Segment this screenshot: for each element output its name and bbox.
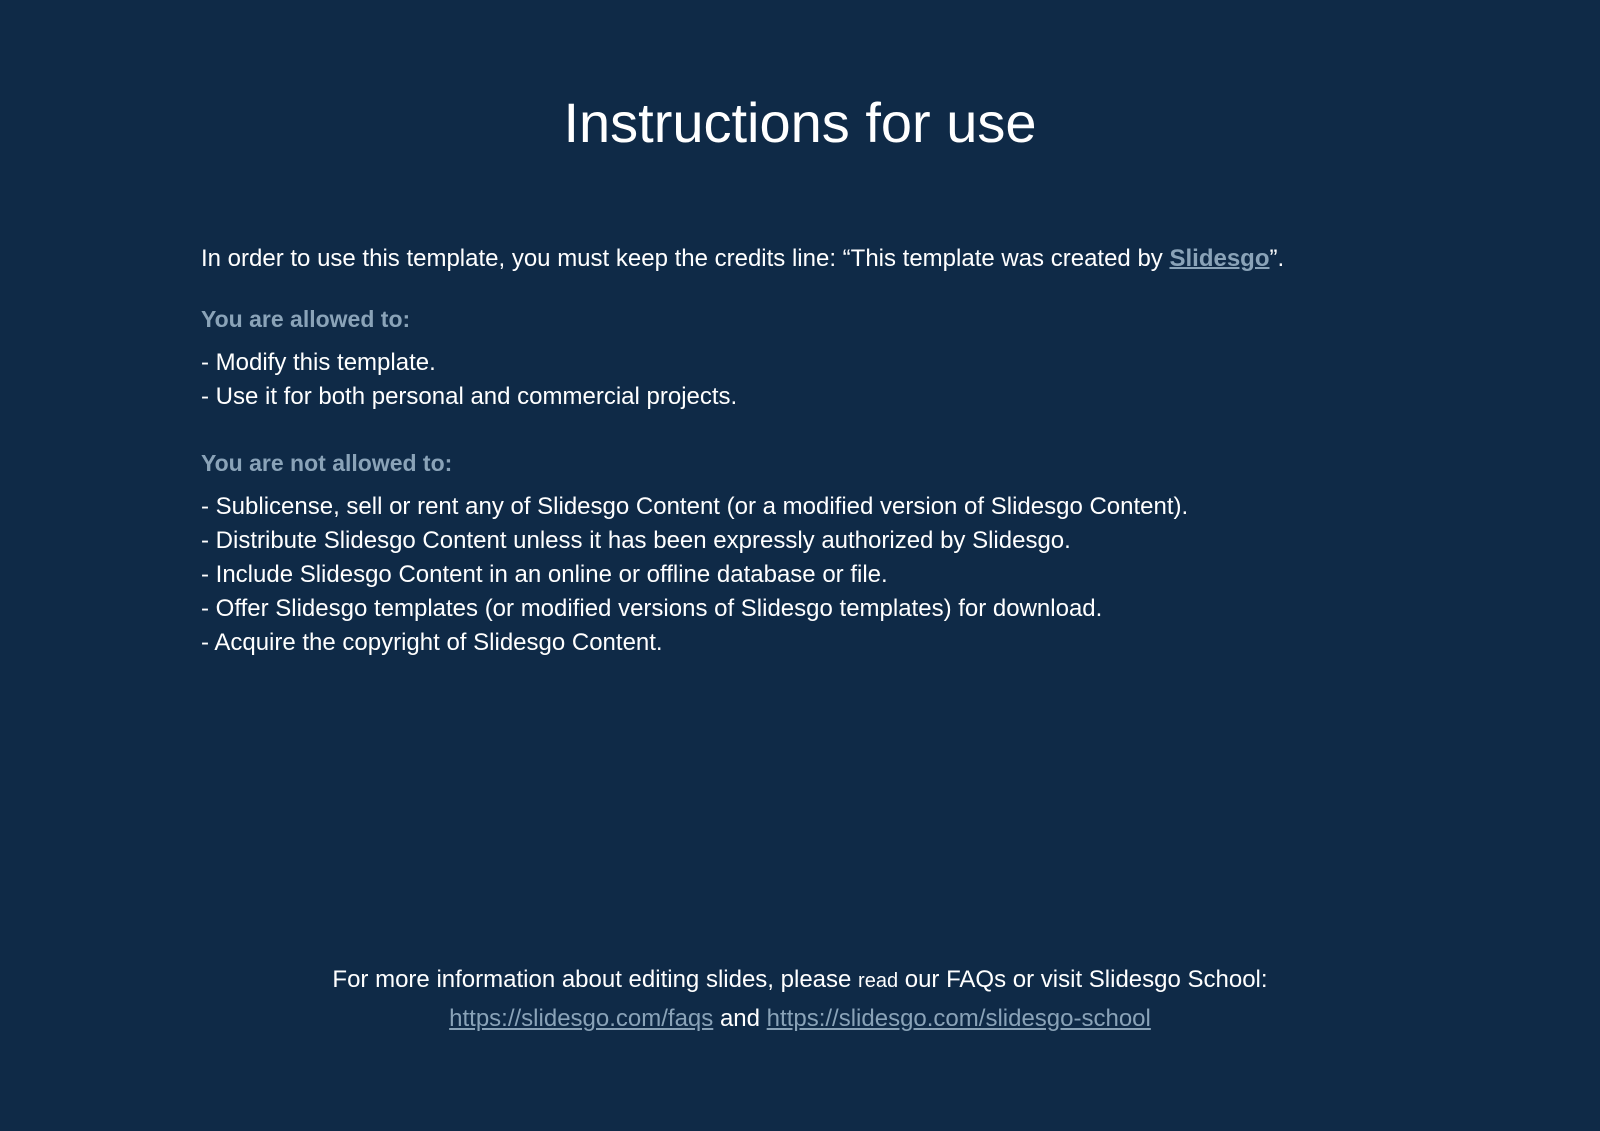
allowed-list — [201, 346, 1461, 414]
footer-text — [0, 961, 1600, 1000]
credits-text-after: ”. — [1269, 245, 1285, 272]
not-allowed-item: - Include Slidesgo Content in an online or offline database or file. — [201, 561, 888, 588]
footer-links — [0, 1000, 1600, 1038]
credits-line — [201, 244, 1461, 274]
not-allowed-item: - Distribute Slidesgo Content unless it has been expressly authorized by Slidesgo. — [201, 527, 1071, 554]
credits-text-before: In order to use this template, you must keep the credits line: “This template was created by — [201, 245, 1170, 272]
allowed-item: - Modify this template. — [201, 349, 436, 376]
not-allowed-item: - Sublicense, sell or rent any of Slidesgo Content (or a modified version of Slidesgo Content). — [201, 493, 1189, 520]
faqs-link[interactable]: https://slidesgo.com/faqs — [449, 1005, 714, 1032]
footer-text-small: read — [858, 970, 899, 992]
slidesgo-school-link[interactable]: https://slidesgo.com/slidesgo-school — [766, 1005, 1151, 1032]
instructions-content — [201, 244, 1461, 660]
footer-text-after: our FAQs or visit Slidesgo School: — [898, 966, 1268, 993]
not-allowed-heading: You are not allowed to: — [201, 450, 453, 476]
page-title: Instructions for use — [563, 91, 1037, 154]
not-allowed-item: - Acquire the copyright of Slidesgo Content. — [201, 629, 663, 656]
not-allowed-list — [201, 490, 1461, 660]
footer-info — [0, 961, 1600, 1038]
footer-text-before: For more information about editing slides, please — [332, 966, 859, 993]
allowed-heading: You are allowed to: — [201, 306, 411, 332]
not-allowed-item: - Offer Slidesgo templates (or modified versions of Slidesgo templates) for download. — [201, 595, 1103, 622]
footer-and-text: and — [713, 1005, 767, 1032]
allowed-item: - Use it for both personal and commercial projects. — [201, 383, 738, 410]
slidesgo-link[interactable]: Slidesgo — [1169, 245, 1270, 272]
